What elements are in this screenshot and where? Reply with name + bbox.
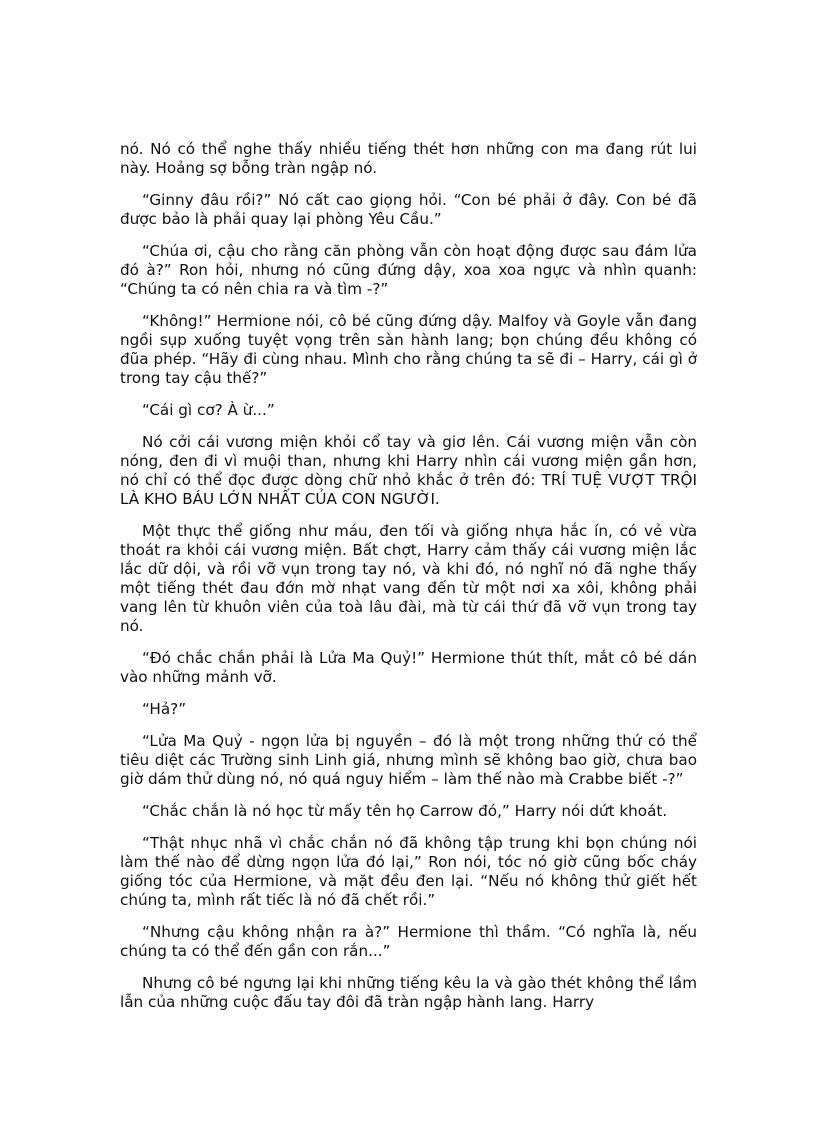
paragraph: “Chúa ơi, cậu cho rằng căn phòng vẫn còn hoạt động được sau đám lửa đó à?” Ron hỏi, nhưng nó cũng đứng dậy, xoa xoa ngực và nhìn quanh: “Chúng ta có nên chia ra và tìm -?” (120, 242, 697, 298)
paragraph: “Đó chắc chắn phải là Lửa Ma Quỷ!” Hermione thút thít, mắt cô bé dán vào những mảnh vỡ. (120, 649, 697, 686)
paragraph: “Hả?” (142, 700, 187, 718)
paragraph: nó. Nó có thể nghe thấy nhiều tiếng thét hơn những con ma đang rút lui này. Hoảng sợ bỗng tràn ngập nó. (120, 140, 697, 177)
paragraph: “Nhưng cậu không nhận ra à?” Hermione thì thầm. “Có nghĩa là, nếu chúng ta có thể đến gần con rắn...” (120, 923, 697, 960)
paragraph: “Ginny đâu rồi?” Nó cất cao giọng hỏi. “Con bé phải ở đây. Con bé đã được bảo là phải quay lại phòng Yêu Cầu.” (120, 191, 697, 228)
paragraph: “Lửa Ma Quỷ - ngọn lửa bị nguyền – đó là một trong những thứ có thể tiêu diệt các Trường sinh Linh giá, nhưng mình sẽ không bao giờ, chưa bao giờ dám thử dùng nó, nó quá nguy hiểm – làm thế nào mà Crabbe biết -?” (120, 732, 697, 788)
paragraph: “Chắc chắn là nó học từ mấy tên họ Carrow đó,” Harry nói dứt khoát. (142, 802, 668, 820)
paragraph: Nó cởi cái vương miện khỏi cổ tay và giơ lên. Cái vương miện vẫn còn nóng, đen đi vì muội than, nhưng khi Harry nhìn cái vương miện gần hơn, nó chỉ có thể đọc được dòng chữ nhỏ khắc ở trên đó: TRÍ TUỆ VƯỢT TRỘI LÀ KHO BÁU LỚN NHẤT CỦA CON NGƯỜI. (120, 433, 697, 508)
page-body (120, 140, 697, 1025)
paragraph: “Không!” Hermione nói, cô bé cũng đứng dậy. Malfoy và Goyle vẫn đang ngồi sụp xuống tuyệt vọng trên sàn hành lang; bọn chúng đều không có đũa phép. “Hãy đi cùng nhau. Mình cho rằng chúng ta sẽ đi – Harry, cái gì ở trong tay cậu thế?” (120, 312, 697, 387)
paragraph: “Cái gì cơ? À ừ...” (142, 401, 275, 419)
paragraph: “Thật nhục nhã vì chắc chắn nó đã không tập trung khi bọn chúng nói làm thế nào để dừng ngọn lửa đó lại,” Ron nói, tóc nó giờ cũng bốc cháy giống tóc của Hermione, và mặt đều đen lại. “Nếu nó không thử giết hết chúng ta, mình rất tiếc là nó đã chết rồi.” (120, 834, 697, 909)
paragraph: Nhưng cô bé ngưng lại khi những tiếng kêu la và gào thét không thể lầm lẫn của những cuộc đấu tay đôi đã tràn ngập hành lang. Harry (120, 974, 697, 1011)
paragraph: Một thực thể giống như máu, đen tối và giống nhựa hắc ín, có vẻ vừa thoát ra khỏi cái vương miện. Bất chợt, Harry cảm thấy cái vương miện lắc lắc dữ dội, và rồi vỡ vụn trong tay nó, và khi đó, nó nghĩ nó đã nghe thấy một tiếng thét đau đớn mờ nhạt vang đến từ một nơi xa xôi, không phải vang lên từ khuôn viên của toà lâu đài, mà từ cái thứ đã vỡ vụn trong tay nó. (120, 522, 697, 635)
